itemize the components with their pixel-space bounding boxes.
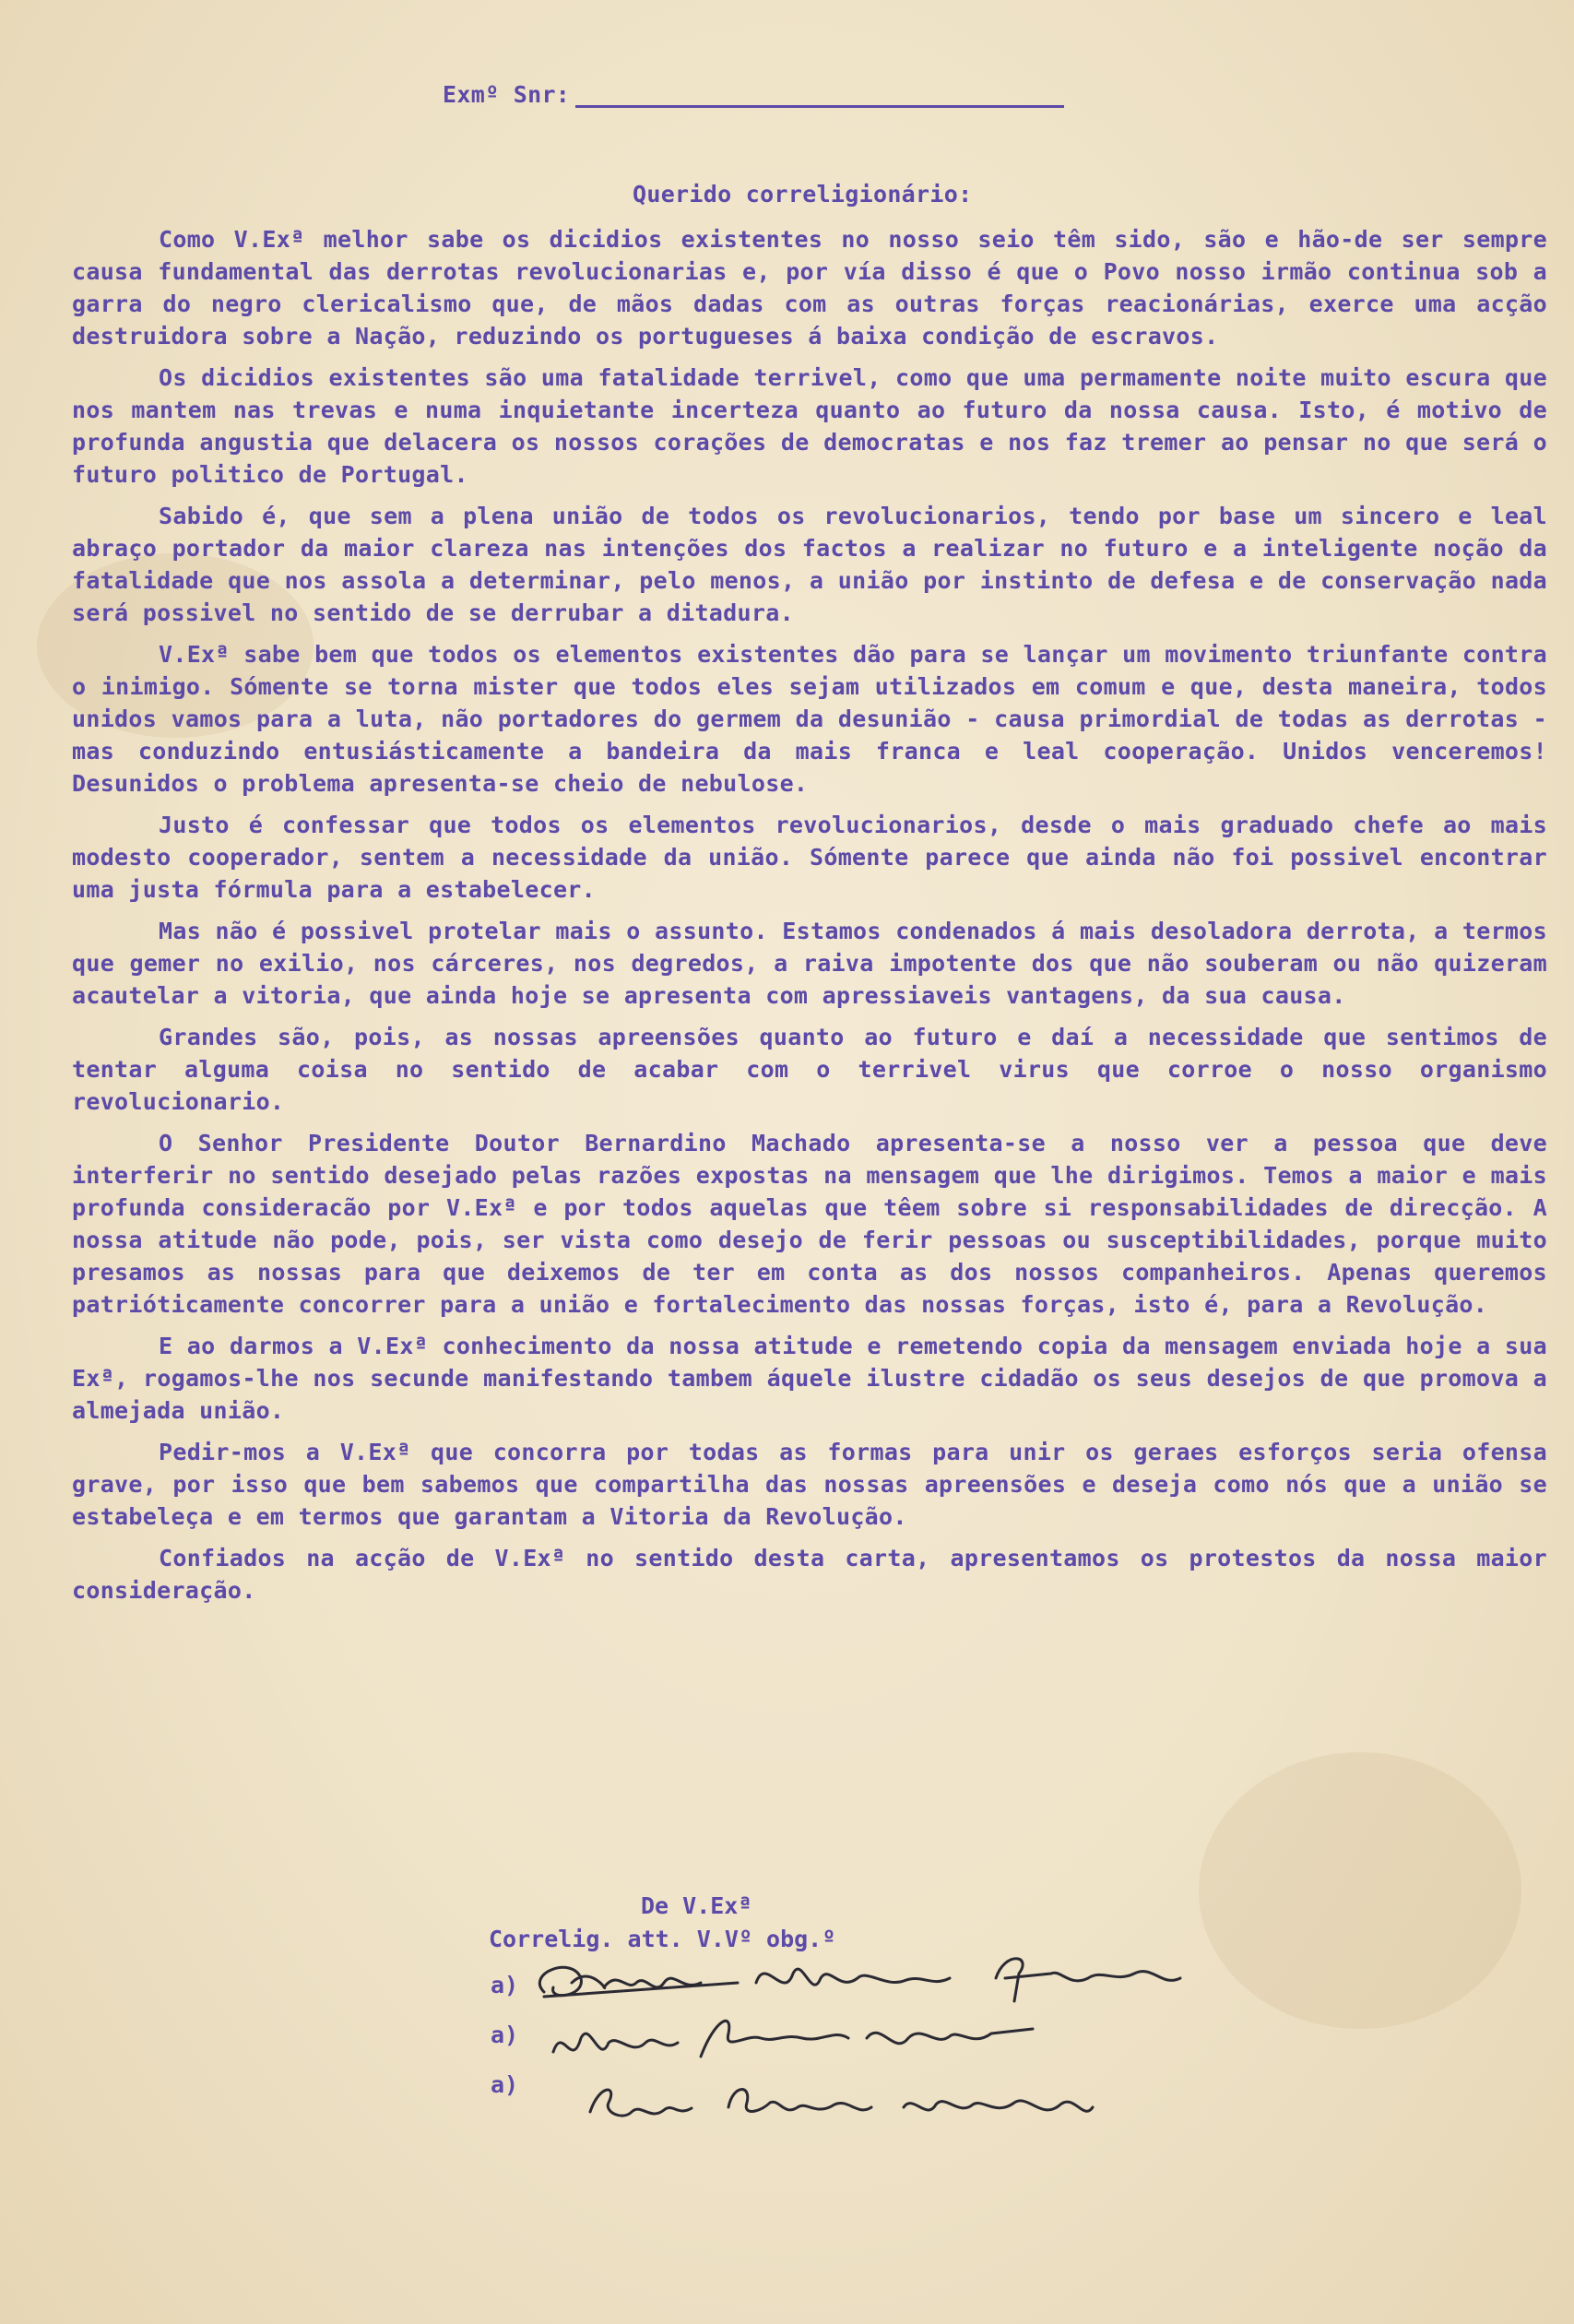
signature-2	[553, 2021, 1033, 2057]
signature-label: a)	[491, 1972, 519, 1998]
paragraph: V.Exª sabe bem que todos os elementos existentes dão para se lançar um movimento triunfante contra o inimigo. Sómente se torna mister que todos eles sejam utilizados em comum e que, desta maneira, todos unidos vamos para a luta, não portadores do germem da desunião - causa primordial de todas as derrotas - mas conduzindo entusiásticamente a bandeira da mais franca e leal cooperação. Unidos venceremos! Desunidos o problema apresenta-se cheio de nebulose.	[72, 641, 1547, 797]
paragraph: Como V.Exª melhor sabe os dicidios existentes no nosso seio têm sido, são e hão-de ser sempre causa fundamental das derrotas revolucionarias e, por vía disso é que o Povo nosso irmão continua sob a garra do negro clericalismo que, de mãos dadas com as outras forças reacionárias, exerce uma acção destruidora sobre a Nação, reduzindo os portugueses á baixa condição de escravos.	[72, 226, 1547, 350]
letter-body	[72, 223, 1547, 1616]
paragraph: Sabido é, que sem a plena união de todos os revolucionarios, tendo por base um sincero e leal abraço portador da maior clareza nas intenções dos factos a realizar no futuro e a inteligente noção da fatalidade que nos assola a determinar, pelo menos, a união por instinto de defesa e de conservação nada será possivel no sentido de se derrubar a ditadura.	[72, 503, 1547, 626]
handwritten-signatures	[516, 1946, 1346, 2149]
signature-1	[539, 1959, 1180, 2001]
addressee-label: Exmº Snr:	[443, 81, 571, 108]
signature-label: a)	[491, 2071, 519, 2098]
closing-reference: De V.Exª	[641, 1892, 752, 1919]
signature-label: a)	[491, 2022, 519, 2048]
closing-formula: Correlig. att. V.Vº obg.º	[489, 1926, 836, 1952]
paragraph: E ao darmos a V.Exª conhecimento da nossa atitude e remetendo copia da mensagem enviada hoje a sua Exª, rogamos-lhe nos secunde manifestando tambem áquele ilustre cidadão os seus desejos de que promova a almejada união.	[72, 1333, 1547, 1424]
paragraph: Confiados na acção de V.Exª no sentido desta carta, apresentamos os protestos da nossa maior consideração.	[72, 1545, 1547, 1604]
addressee-line	[443, 81, 1064, 108]
paragraph: O Senhor Presidente Doutor Bernardino Machado apresenta-se a nosso ver a pessoa que deve interferir no sentido desejado pelas razões expostas na mensagem que lhe dirigimos. Temos a maior e mais profunda consideracão por V.Exª e por todos aquelas que têem sobre si responsabilidades de direcção. A nossa atitude não pode, pois, ser vista como desejo de ferir pessoas ou susceptibilidades, porque muito presamos as nossas para que deixemos de ter em conta as dos nossos companheiros. Apenas queremos patrióticamente concorrer para a união e fortalecimento das nossas forças, isto é, para a Revolução.	[72, 1130, 1547, 1318]
paragraph: Grandes são, pois, as nossas apreensões quanto ao futuro e daí a necessidade que sentimos de tentar alguma coisa no sentido de acabar com o terrivel virus que corroe o nosso organismo revolucionario.	[72, 1024, 1547, 1115]
signature-3	[590, 2090, 1093, 2116]
paragraph: Os dicidios existentes são uma fatalidade terrivel, como que uma permamente noite muito escura que nos mantem nas trevas e numa inquietante incerteza quanto ao futuro da nossa causa. Isto, é motivo de profunda angustia que delacera os nossos corações de democratas e nos faz tremer ao pensar no que será o futuro politico de Portugal.	[72, 364, 1547, 488]
addressee-blank	[575, 105, 1064, 108]
paragraph: Mas não é possivel protelar mais o assunto. Estamos condenados á mais desoladora derrota, a termos que gemer no exilio, nos cárceres, nos degredos, a raiva impotente dos que não souberam ou não quizeram acautelar a vitoria, que ainda hoje se apresenta com apressiaveis vantagens, da sua causa.	[72, 918, 1547, 1009]
paragraph: Pedir-mos a V.Exª que concorra por todas as formas para unir os geraes esforços seria ofensa grave, por isso que bem sabemos que compartilha das nossas apreensões e deseja como nós que a união se estabeleça e em termos que garantam a Vitoria da Revolução.	[72, 1439, 1547, 1530]
salutation: Querido correligionário:	[633, 181, 973, 208]
paragraph: Justo é confessar que todos os elementos revolucionarios, desde o mais graduado chefe ao mais modesto cooperador, sentem a necessidade da união. Sómente parece que ainda não foi possivel encontrar uma justa fórmula para a estabelecer.	[72, 812, 1547, 903]
